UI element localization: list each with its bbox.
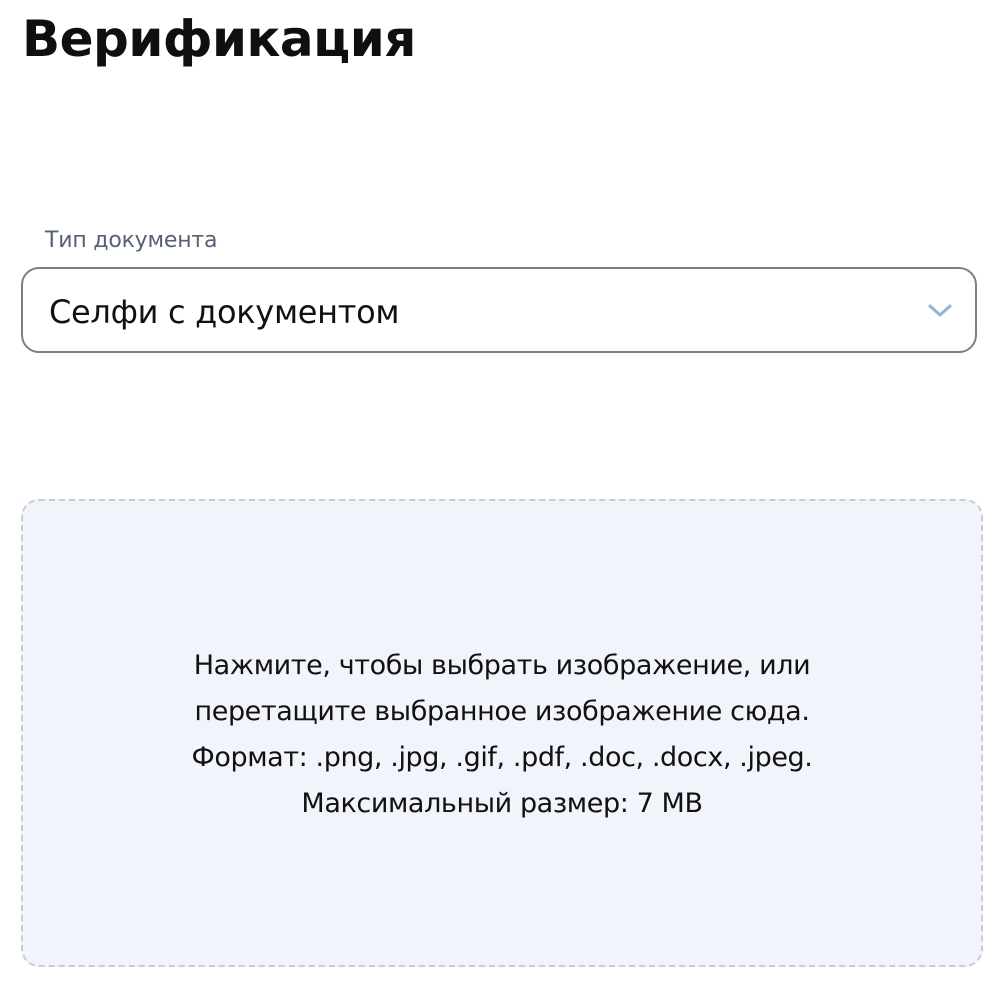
upload-formats: Формат: .png, .jpg, .gif, .pdf, .doc, .docx, .jpeg. xyxy=(191,742,813,773)
chevron-down-icon xyxy=(927,303,953,319)
page-title: Верификация xyxy=(22,10,416,68)
document-type-selected-value: Селфи с документом xyxy=(49,293,400,331)
upload-instruction-line: Нажмите, чтобы выбрать изображение, или xyxy=(193,650,811,681)
upload-instructions xyxy=(23,643,981,827)
document-type-label: Тип документа xyxy=(45,228,218,253)
document-type-select[interactable] xyxy=(21,267,977,353)
upload-instruction-line: перетащите выбранное изображение сюда. xyxy=(194,696,810,727)
upload-max-size: Максимальный размер: 7 MB xyxy=(301,788,703,819)
upload-dropzone[interactable] xyxy=(21,499,983,967)
